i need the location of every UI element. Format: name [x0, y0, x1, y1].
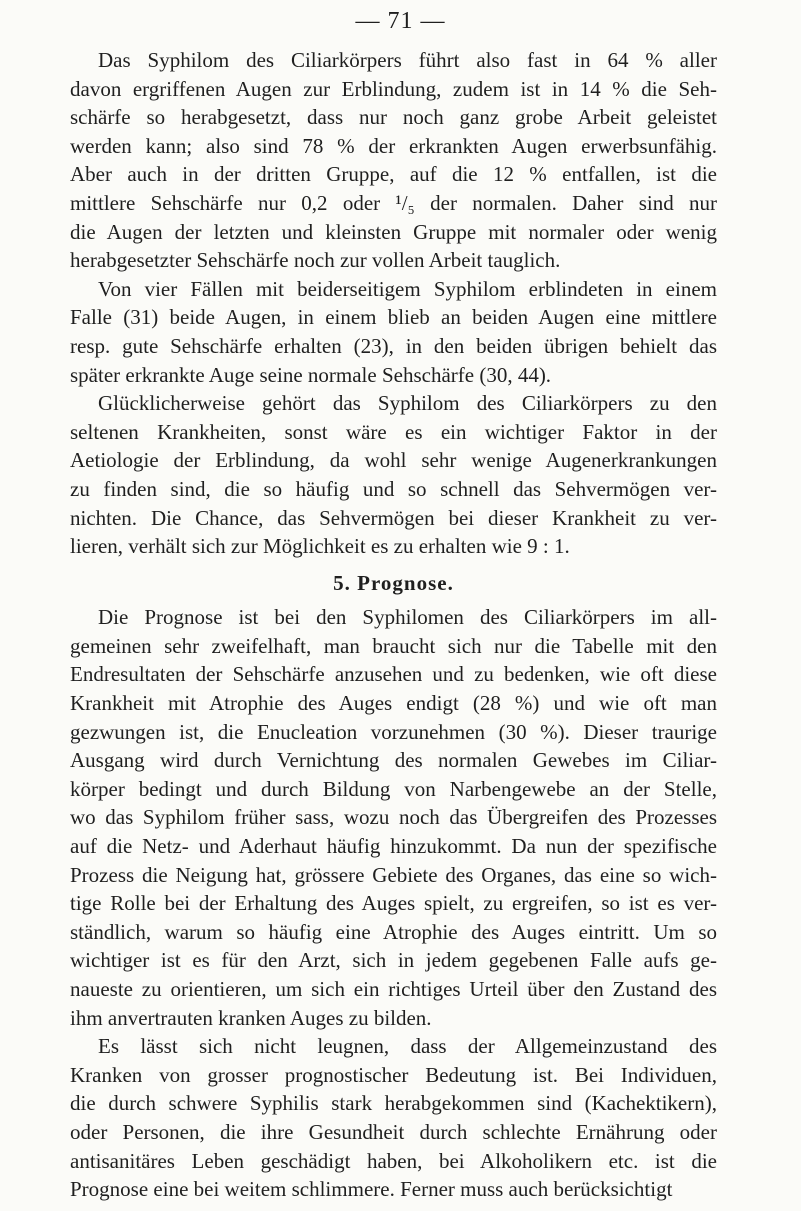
text-line: Kranken von grosser prognostischer Bedeutung ist. Bei Individuen,: [70, 1062, 717, 1087]
text-line: lieren, verhält sich zur Möglichkeit es zu erhalten wie 9 : 1.: [70, 534, 570, 559]
text-line: Aetiologie der Erblindung, da wohl sehr wenige Augenerkrankungen: [70, 448, 717, 473]
paragraph: [70, 389, 717, 561]
text-line: die Augen der letzten und kleinsten Gruppe mit normaler oder wenig: [70, 219, 717, 244]
text-line: gezwungen ist, die Enucleation vorzunehmen (30 %). Dieser traurige: [70, 719, 717, 744]
text-line: ständlich, warum so häufig eine Atrophie des Auges eintritt. Um so: [70, 919, 717, 944]
paragraphs-before-heading: [70, 46, 717, 561]
text-line: Von vier Fällen mit beiderseitigem Syphilom erblindeten in einem: [98, 276, 717, 301]
text-line: tige Rolle bei der Erhaltung des Auges spielt, zu ergreifen, so ist es ver-: [70, 891, 717, 916]
text-line: später erkrankte Auge seine normale Sehschärfe (30, 44).: [70, 362, 552, 387]
text-line: schärfe so herabgesetzt, dass nur noch ganz grobe Arbeit geleistet: [70, 105, 717, 130]
text-line: Aber auch in der dritten Gruppe, auf die 12 % entfallen, ist die: [70, 162, 717, 187]
text-line: auf die Netz- und Aderhaut häufig hinzukommt. Da nun der spezifische: [70, 834, 717, 859]
text-line: werden kann; also sind 78 % der erkrankten Augen erwerbsunfähig.: [70, 133, 717, 158]
page-number: — 71 —: [355, 8, 446, 34]
text-line: herabgesetzter Sehschärfe noch zur vollen Arbeit tauglich.: [70, 248, 561, 273]
text-line: oder Personen, die ihre Gesundheit durch schlechte Ernährung oder: [70, 1119, 717, 1144]
text-line: davon ergriffenen Augen zur Erblindung, zudem ist in 14 % die Seh-: [70, 76, 717, 101]
text-line: gemeinen sehr zweifelhaft, man braucht sich nur die Tabelle mit den: [70, 633, 717, 658]
text-line: antisanitäres Leben geschädigt haben, bei Alkoholikern etc. ist die: [70, 1148, 717, 1173]
text-line: resp. gute Sehschärfe erhalten (23), in den beiden übrigen behielt das: [70, 333, 717, 358]
text-line: wichtiger ist es für den Arzt, sich in jedem gegebenen Falle aufs ge-: [70, 948, 717, 973]
text-line: zu finden sind, die so häufig und so schnell das Sehvermögen ver-: [70, 476, 717, 501]
paragraph: [70, 275, 717, 389]
text-line: körper bedingt und durch Bildung von Narbengewebe an der Stelle,: [70, 776, 717, 801]
text-line: Krankheit mit Atrophie des Auges endigt (28 %) und wie oft man: [70, 691, 717, 716]
paragraph: [70, 603, 717, 1032]
text-line: Prozess die Neigung hat, grössere Gebiete des Organes, das eine so wich-: [70, 862, 717, 887]
text-line: Es lässt sich nicht leugnen, dass der Allgemeinzustand des: [98, 1034, 717, 1059]
paragraph: [70, 1032, 717, 1204]
text-line: die durch schwere Syphilis stark herabgekommen sind (Kachektikern),: [70, 1091, 717, 1116]
text-line: seltenen Krankheiten, sonst wäre es ein wichtiger Faktor in der: [70, 419, 717, 444]
text-line: naueste zu orientieren, um sich ein richtiges Urteil über den Zustand des: [70, 977, 717, 1001]
paragraph: [70, 46, 717, 275]
text-line: Falle (31) beide Augen, in einem blieb an beiden Augen eine mittlere: [70, 305, 717, 330]
text-line: Ausgang wird durch Vernichtung des normalen Gewebes im Ciliar-: [70, 748, 717, 773]
text-line: Die Prognose ist bei den Syphilomen des Ciliarkörpers im all-: [98, 605, 717, 630]
section-heading: 5. Prognose.: [333, 570, 454, 595]
text-line: nichten. Die Chance, das Sehvermögen bei dieser Krankheit zu ver-: [70, 505, 717, 530]
text-line: ihm anvertrauten kranken Auges zu bilden.: [70, 1005, 432, 1030]
text-line: Glücklicherweise gehört das Syphilom des Ciliarkörpers zu den: [98, 391, 717, 416]
paragraphs-after-heading: [70, 603, 717, 1203]
page-body: [70, 46, 717, 1204]
text-line: Endresultaten der Sehschärfe anzusehen und zu bedenken, wie oft diese: [70, 662, 717, 687]
text-line: wo das Syphilom früher sass, wozu noch das Übergreifen des Prozesses: [70, 805, 717, 830]
text-line: mittlere Sehschärfe nur 0,2 oder ¹/₅ der normalen. Daher sind nur: [70, 190, 717, 215]
text-line: Das Syphilom des Ciliarkörpers führt also fast in 64 % aller: [98, 48, 717, 72]
text-line: Prognose eine bei weitem schlimmere. Ferner muss auch berücksichtigt: [70, 1177, 673, 1202]
